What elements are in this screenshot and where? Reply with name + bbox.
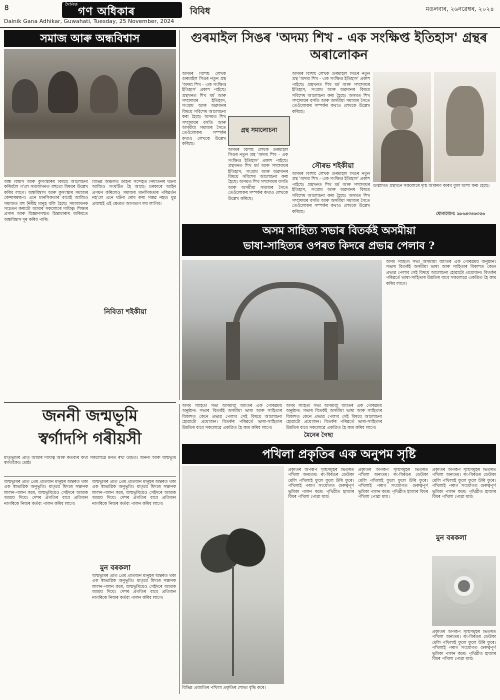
samaj-body-right: বিভিন্ন অঞ্চলত ডাইনী সন্দেহত নিৰ্যাতনৰ ঘটনা আজিও সংঘটিত হৈ আছে। চৰকাৰে আইন প্ৰণয়ন কৰিলেও সমাজৰ মানসিকতাৰ পৰিৱৰ্তন নহ'লে এনে ঘটনা ৰোধ কৰা সম্ভৱ নহয়। যুৱ প্ৰজন্মই এই ক্ষেত্ৰত আগভাগ লব লাগিব। (92, 180, 176, 207)
review-label: গ্ৰন্থ সমালোচনা (240, 127, 278, 134)
janani-headline[interactable] (4, 404, 176, 452)
gurmail-body-col2: অসমৰ বিশিষ্ট লেখক গুৰমাইল সিঙৰ নতুন গ্ৰন্থ 'অদম্য শিখ - এক সংক্ষিপ্ত ইতিহাস' প্ৰকাশ পাইছে। গ্ৰন্থখনত শিখ ধৰ্ম আৰু সম্প্ৰদায়ৰ ইতিহাস, সংগ্ৰাম আৰু অৱদানৰ বিষয়ে সবিশেষ আলোচনা কৰা হৈছে। অসমত শিখ সম্প্ৰদায়ৰ বসতি আৰু অসমীয়া সমাজৰ সৈতে তেওঁলোকৰ সম্পৰ্কৰ কথাও লেখকে উল্লেখ কৰিছে। (228, 148, 288, 202)
janani-headline-line1: জননী জন্মভূমি (42, 406, 138, 425)
paper-logo[interactable] (62, 2, 182, 18)
janani-intro: মাতৃভূমিৰ প্ৰতি আমাৰ দায়িত্ব আৰু কৰ্তব্যৰ কথা সকলোৱে মনত ৰখা উচিত। জননী আৰু জন্মভূমি স্বৰ্গতকৈও শ্ৰেষ্ঠ। (4, 456, 176, 467)
asam-body-bottom-left: অসম সাহিত্য সভা অসমীয়া জাতিৰ এক গৌৰৱময় অনুষ্ঠান। সভাৰ বিতৰ্কই অসমীয়া ভাষা আৰু সাহিত্যৰ বিকাশত কেনে প্ৰভাৱ পেলাব সেই বিষয়ে আলোচনা হোৱাটো প্ৰয়োজন। বিতৰ্কৰ পৰিৱৰ্তে ভাষা-সাহিত্যৰ উন্নতিৰ বাবে সকলোৱে একত্ৰিত হৈ কাম কৰিব লাগে। (182, 404, 282, 431)
page-number: ৪ (4, 3, 10, 12)
gurmail-body-col3: অসমৰ বিশিষ্ট লেখক গুৰমাইল সিঙৰ নতুন গ্ৰন্থ 'অদম্য শিখ - এক সংক্ষিপ্ত ইতিহাস' প্ৰকাশ পাইছে। গ্ৰন্থখনত শিখ ধৰ্ম আৰু সম্প্ৰদায়ৰ ইতিহাস, সংগ্ৰাম আৰু অৱদানৰ বিষয়ে সবিশেষ আলোচনা কৰা হৈছে। অসমত শিখ সম্প্ৰদায়ৰ বসতি আৰু অসমীয়া সমাজৰ সৈতে তেওঁলোকৰ সম্পৰ্কৰ কথাও লেখকে উল্লেখ কৰিছে। (292, 72, 370, 115)
butterfly-photo (182, 466, 284, 684)
asam-body-bottom-mid: অসম সাহিত্য সভা অসমীয়া জাতিৰ এক গৌৰৱময় অনুষ্ঠান। সভাৰ বিতৰ্কই অসমীয়া ভাষা আৰু সাহিত্যৰ বিকাশত কেনে প্ৰভাৱ পেলাব সেই বিষয়ে আলোচনা হোৱাটো প্ৰয়োজন। বিতৰ্কৰ পৰিৱৰ্তে ভাষা-সাহিত্যৰ উন্নতিৰ বাবে সকলোৱে একত্ৰিত হৈ কাম কৰিব লাগে। (286, 404, 382, 431)
pathila-headline[interactable]: পখিলা প্ৰকৃতিৰ এক অনুপম সৃষ্টি (182, 444, 496, 464)
janani-body-col3: জন্মভূমিৰ প্ৰতি প্ৰেম প্ৰতিজন মানুহৰ অন্তৰত থকা এক স্বাভাৱিক অনুভূতি। মাতৃয়ে যিদৰে সন্তানক লালন-পালন কৰে, জন্মভূমিয়েও সেইদৰে আমাক আশ্ৰয় দিয়ে। দেশৰ প্ৰগতিৰ বাবে প্ৰতিজন নাগৰিকে নিজৰ কৰ্তব্য পালন কৰিব লাগে। (92, 574, 176, 601)
paper-logo-name: গণ অধিকাৰ (78, 5, 136, 18)
asam-headline[interactable] (182, 224, 496, 256)
gurmail-author: সৌৰভ শইকীয়া (312, 161, 354, 170)
masthead (0, 0, 500, 28)
janani-body-col1: জন্মভূমিৰ প্ৰতি প্ৰেম প্ৰতিজন মানুহৰ অন্তৰত থকা এক স্বাভাৱিক অনুভূতি। মাতৃয়ে যিদৰে সন্তানক লালন-পালন কৰে, জন্মভূমিয়েও সেইদৰে আমাক আশ্ৰয় দিয়ে। দেশৰ প্ৰগতিৰ বাবে প্ৰতিজন নাগৰিকে নিজৰ কৰ্তব্য পালন কৰিব লাগে। (4, 480, 88, 507)
samaj-body-left: অন্ধ বিশ্বাস আৰু কুসংস্কাৰৰ বিষয়ে আলোচনা কৰিবলৈ গ'লে সমাজখনত বহুতো বিষয়ৰ উল্লেখ কৰিব লাগে। অন্ধবিশ্বাস আৰু কুসংস্কাৰ সমাজৰ কেন্সাৰস্বৰূপ। এনে মানসিকতাৰ বাবেই আজিও সমাজত বহু নিৰীহ মানুহ বলি হৈছে। সমাজখনক সচেতন কৰাটো আমাৰ সকলোৰে দায়িত্ব। শিক্ষাৰ প্ৰসাৰ আৰু বিজ্ঞানসন্মত চিন্তাধাৰাৰ জৰিয়তে অন্ধবিশ্বাস দূৰ কৰিব পাৰি। (4, 180, 88, 223)
flower-photo (432, 556, 496, 626)
paper-logo-prefix: দৈনিক (65, 2, 78, 8)
masthead-rule (0, 27, 500, 28)
author-photo (434, 72, 496, 182)
asam-body-right: অসম সাহিত্য সভা অসমীয়া জাতিৰ এক গৌৰৱময় অনুষ্ঠান। সভাৰ বিতৰ্কই অসমীয়া ভাষা আৰু সাহিত্যৰ বিকাশত কেনে প্ৰভাৱ পেলাব সেই বিষয়ে আলোচনা হোৱাটো প্ৰয়োজন। বিতৰ্কৰ পৰিৱৰ্তে ভাষা-সাহিত্যৰ উন্নতিৰ বাবে সকলোৱে একত্ৰিত হৈ কাম কৰিব লাগে। (386, 260, 496, 287)
pathila-author: মুন বৰকলা (436, 533, 467, 542)
date-english: Dainik Gana Adhikar, Guwahati, Tuesday, 25 November, 2024 (4, 19, 175, 25)
gurmail-body-col1: অসমৰ বিশিষ্ট লেখক গুৰমাইল সিঙৰ নতুন গ্ৰন্থ 'অদম্য শিখ - এক সংক্ষিপ্ত ইতিহাস' প্ৰকাশ পাইছে। গ্ৰন্থখনত শিখ ধৰ্ম আৰু সম্প্ৰদায়ৰ ইতিহাস, সংগ্ৰাম আৰু অৱদানৰ বিষয়ে সবিশেষ আলোচনা কৰা হৈছে। অসমত শিখ সম্প্ৰদায়ৰ বসতি আৰু অসমীয়া সমাজৰ সৈতে তেওঁলোকৰ সম্পৰ্কৰ কথাও লেখকে উল্লেখ কৰিছে। (182, 72, 226, 148)
asam-headline-line2: ভাষা-সাহিত্যৰ ওপৰত কিদৰে প্ৰভাৱ পেলাব ? (243, 240, 435, 252)
samaj-author: নিবিতা শইকীয়া (104, 307, 147, 316)
gurmail-caption: উল্লিখিত গ্ৰন্থখনে সকলোৰে দৃষ্টি আকৰ্ষণ কৰিব বুলি আশা কৰা হৈছে। (373, 184, 490, 189)
butterfly-caption: বিভিন্ন প্ৰজাতিৰ পখিলা প্ৰকৃতিৰ শোভা বৃদ্ধি কৰে। (182, 686, 266, 691)
gurmail-body-col4: অসমৰ বিশিষ্ট লেখক গুৰমাইল সিঙৰ নতুন গ্ৰন্থ 'অদম্য শিখ - এক সংক্ষিপ্ত ইতিহাস' প্ৰকাশ পাইছে। গ্ৰন্থখনত শিখ ধৰ্ম আৰু সম্প্ৰদায়ৰ ইতিহাস, সংগ্ৰাম আৰু অৱদানৰ বিষয়ে সবিশেষ আলোচনা কৰা হৈছে। অসমত শিখ সম্প্ৰদায়ৰ বসতি আৰু অসমীয়া সমাজৰ সৈতে তেওঁলোকৰ সম্পৰ্কৰ কথাও লেখকে উল্লেখ কৰিছে। (292, 172, 370, 215)
pathila-body-col4: প্ৰকৃতিৰ অপৰূপ সৃষ্টিসমূহৰ ভিতৰত পখিলা অন্যতম। ৰং-বিৰঙৰ ডেউকা মেলি পখিলাই ফুলে ফুলে উৰি ফুৰে। পখিলাই পৰাগ সংযোগত গুৰুত্বপূৰ্ণ ভূমিকা পালন কৰে। পৃথিৱীত হাজাৰ বিধৰ পখিলা পোৱা যায়। (432, 630, 496, 663)
crowd-photo (4, 49, 176, 177)
gurmail-contact: যোগাযোগ: ৯৮৬৪৩৪৬৩৫৬ (436, 212, 485, 217)
janani-headline-line2: স্বৰ্গাদপি গৰীয়সী (38, 429, 142, 448)
gurmail-headline[interactable]: গুৰমাইল সিঙৰ 'অদম্য শিখ - এক সংক্ষিপ্ত ইতিহাস' গ্ৰন্থৰ অৰালোকন (190, 31, 488, 63)
sikh-man-photo (373, 72, 431, 182)
asam-author: মৈনেৰ গৈছা (304, 432, 333, 439)
pathila-body-col3: প্ৰকৃতিৰ অপৰূপ সৃষ্টিসমূহৰ ভিতৰত পখিলা অন্যতম। ৰং-বিৰঙৰ ডেউকা মেলি পখিলাই ফুলে ফুলে উৰি ফুৰে। পখিলাই পৰাগ সংযোগত গুৰুত্বপূৰ্ণ ভূমিকা পালন কৰে। পৃথিৱীত হাজাৰ বিধৰ পখিলা পোৱা যায়। (432, 468, 496, 501)
asam-headline-line1: অসম সাহিত্য সভাৰ বিতৰ্কই অসমীয়া (262, 225, 416, 237)
column-divider-lower (179, 404, 180, 694)
section-title: বিবিধ (190, 7, 211, 17)
pathila-body-col1: প্ৰকৃতিৰ অপৰূপ সৃষ্টিসমূহৰ ভিতৰত পখিলা অন্যতম। ৰং-বিৰঙৰ ডেউকা মেলি পখিলাই ফুলে ফুলে উৰি ফুৰে। পখিলাই পৰাগ সংযোগত গুৰুত্বপূৰ্ণ ভূমিকা পালন কৰে। পৃথিৱীত হাজাৰ বিধৰ পখিলা পোৱা যায়। (288, 468, 354, 501)
column-divider (179, 30, 180, 400)
pathila-body-col2: প্ৰকৃতিৰ অপৰূপ সৃষ্টিসমূহৰ ভিতৰত পখিলা অন্যতম। ৰং-বিৰঙৰ ডেউকা মেলি পখিলাই ফুলে ফুলে উৰি ফুৰে। পখিলাই পৰাগ সংযোগত গুৰুত্বপূৰ্ণ ভূমিকা পালন কৰে। পৃথিৱীত হাজাৰ বিধৰ পখিলা পোৱা যায়। (358, 468, 428, 501)
samaj-headline[interactable]: সমাজ আৰু অন্ধবিশ্বাস (4, 30, 176, 47)
review-label-box (228, 116, 290, 146)
janani-intro-rule (4, 476, 176, 477)
janani-top-rule (4, 402, 176, 403)
date-assamese: মঙলবাৰ, ২৬নৱেম্বৰ, ২০২৪ (425, 6, 494, 13)
gate-photo (182, 260, 382, 400)
janani-author: মুন বৰকলা (100, 563, 131, 572)
janani-body-col2: জন্মভূমিৰ প্ৰতি প্ৰেম প্ৰতিজন মানুহৰ অন্তৰত থকা এক স্বাভাৱিক অনুভূতি। মাতৃয়ে যিদৰে সন্তানক লালন-পালন কৰে, জন্মভূমিয়েও সেইদৰে আমাক আশ্ৰয় দিয়ে। দেশৰ প্ৰগতিৰ বাবে প্ৰতিজন নাগৰিকে নিজৰ কৰ্তব্য পালন কৰিব লাগে। (92, 480, 176, 507)
